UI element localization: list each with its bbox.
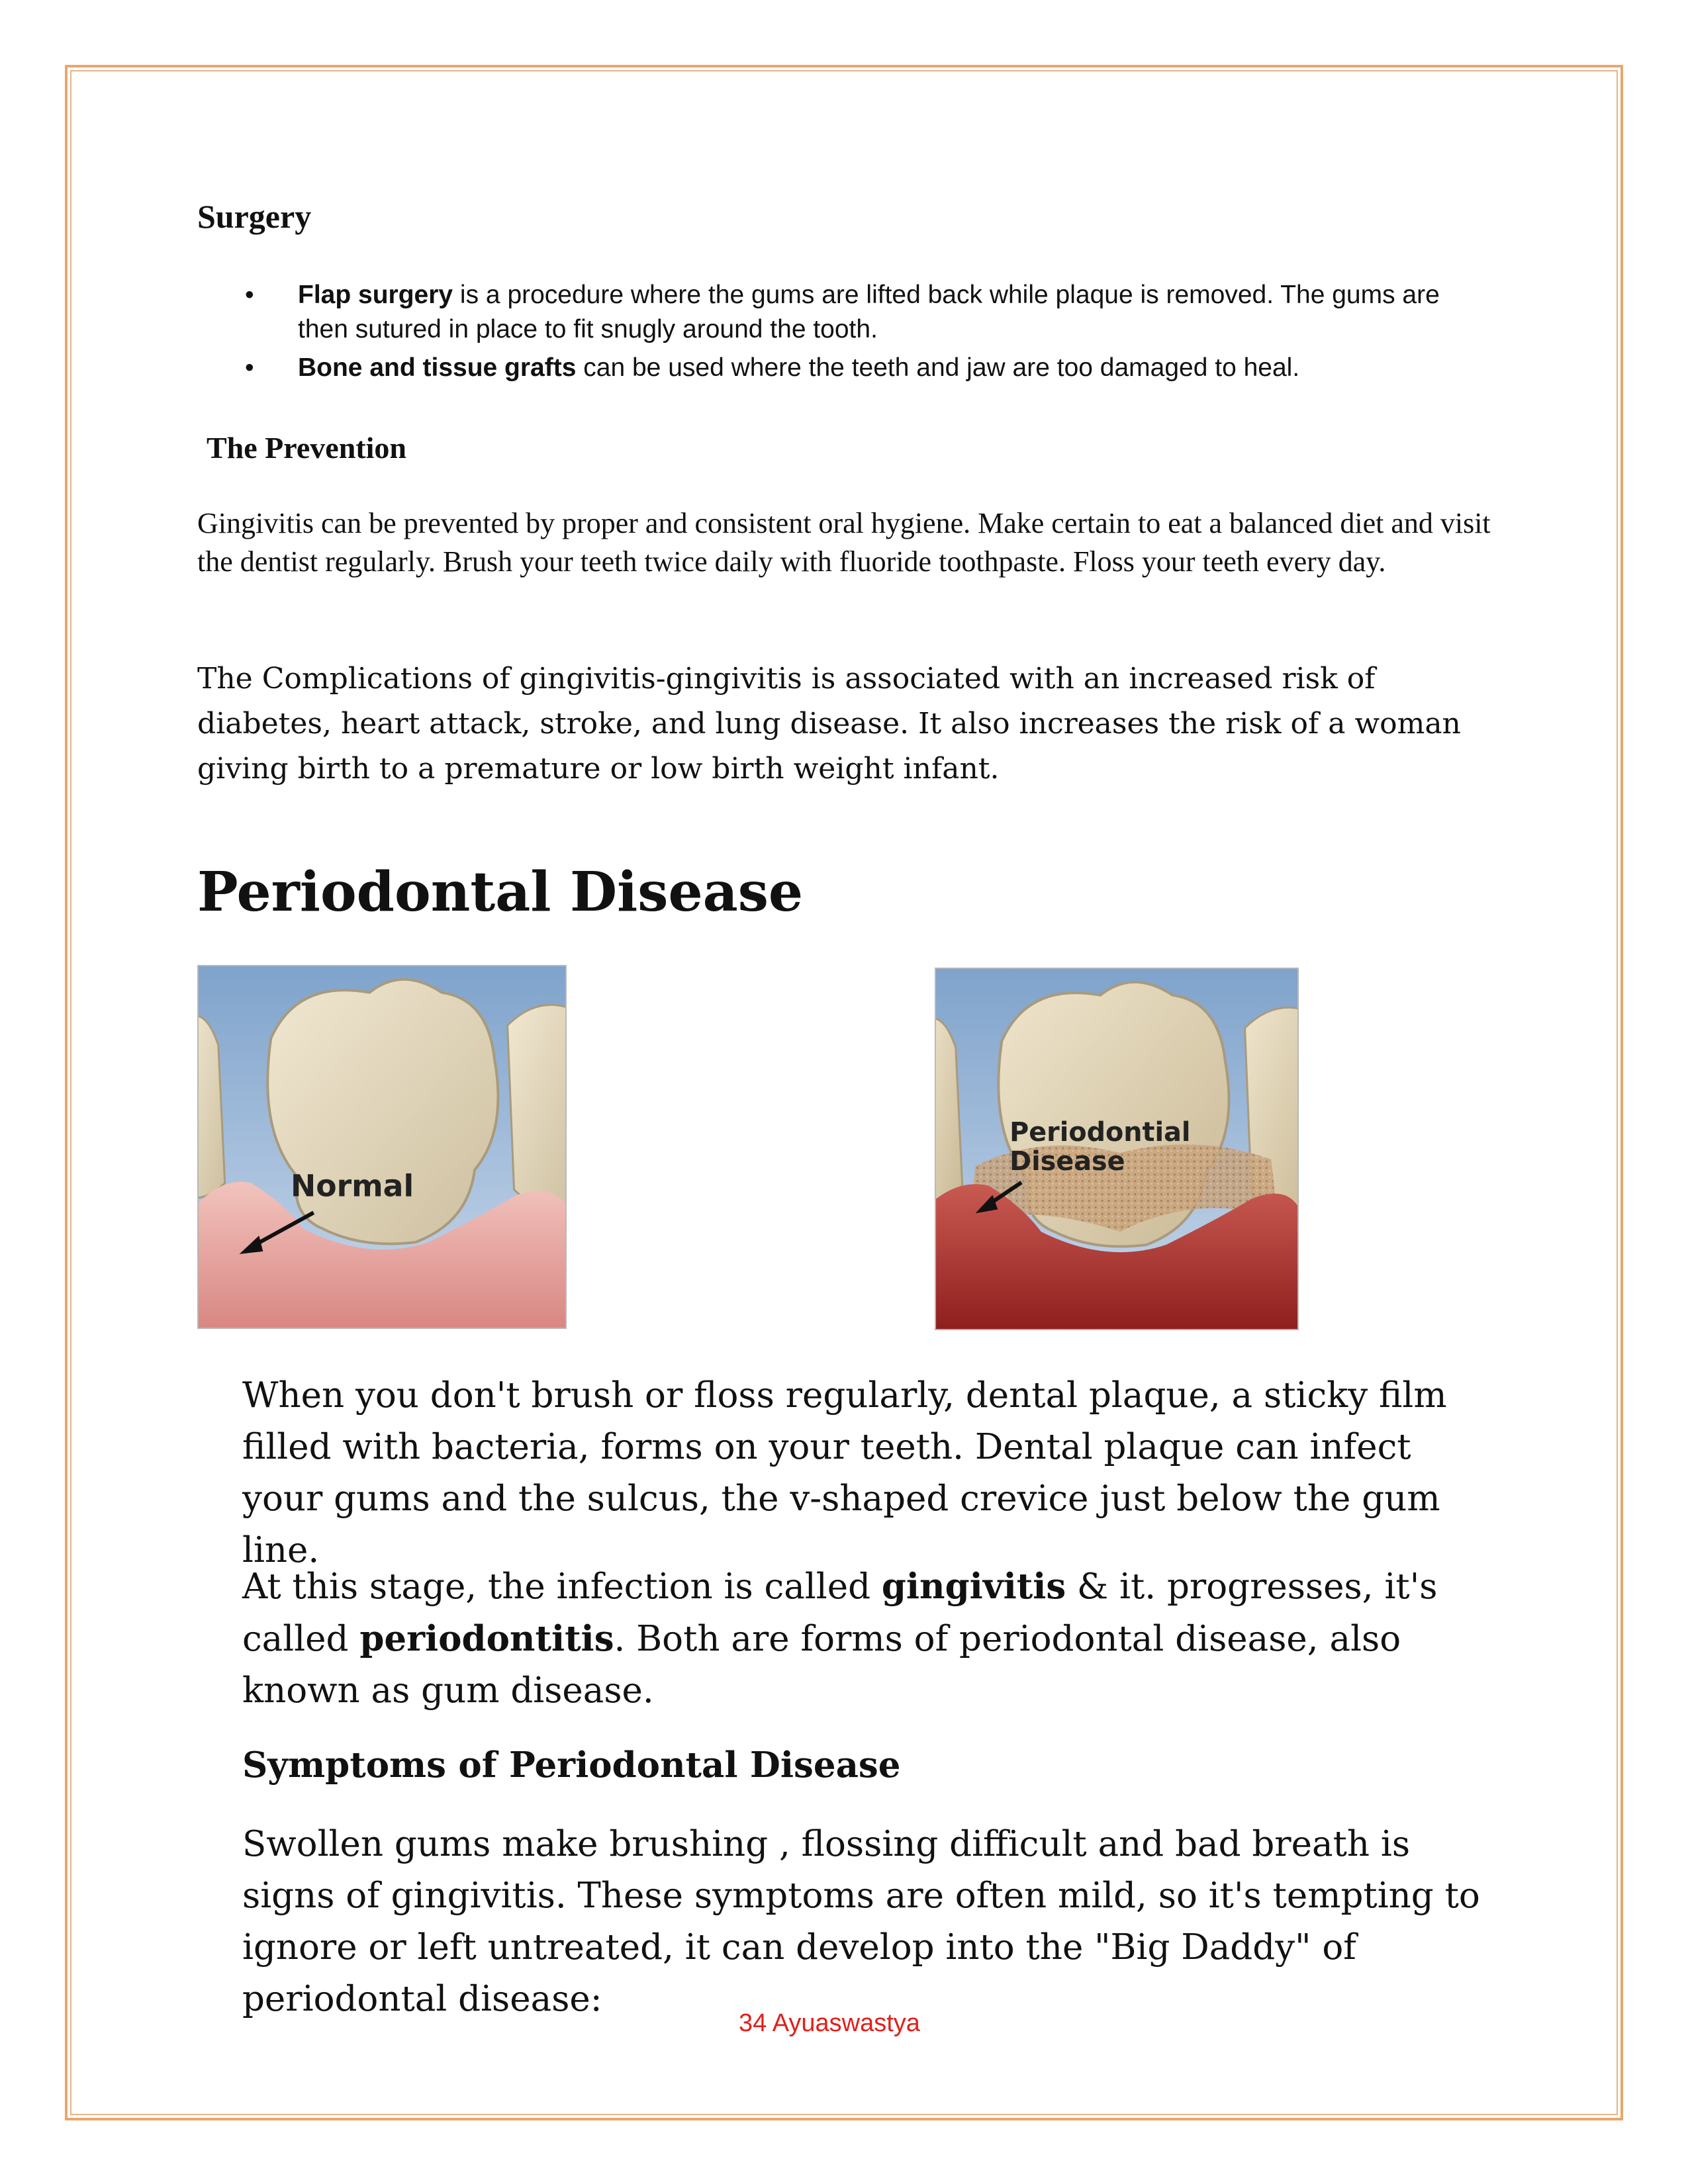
normal-label: Normal <box>290 1168 414 1204</box>
stage-text-3: . Both are forms of periodontal disease, also known as gum disease. <box>242 1619 1401 1711</box>
plaque-paragraph: When you don't brush or floss regularly, dental plaque, a sticky film filled with bacteria, forms on your teeth. Dental plaque can infect your gums and the sulcus, the v-shaped crevice just below the gum line. <box>242 1375 1447 1570</box>
periodontal-disease-image <box>935 968 1299 1330</box>
stage-paragraph <box>242 1561 1487 1717</box>
stage-text-2: & it. progresses, it's called <box>242 1567 1438 1659</box>
bullet-icon: • <box>245 281 254 309</box>
list-item <box>245 351 1496 385</box>
list-item-term: Bone and tissue grafts <box>298 353 577 382</box>
surgery-bullet-list <box>245 278 1496 389</box>
complications-paragraph: The Complications of gingivitis-gingivitis is associated with an increased risk of diabetes, heart attack, stroke, and lung disease. It also increases the risk of a woman giving birth to a premature or low birth weight infant. <box>197 662 1461 786</box>
symptoms-paragraph: Swollen gums make brushing , flossing difficult and bad breath is signs of gingivitis. These symptoms are often mild, so it's tempting to ignore or left untreated, it can develop into the "Big Daddy" of periodontal disease: <box>242 1824 1480 2019</box>
diseased-tooth-illustration <box>936 969 1297 1329</box>
list-item <box>245 278 1496 347</box>
list-item-text: is a procedure where the gums are lifted back while plaque is removed. The gums are then sutured in place to fit snugly around the tooth. <box>298 281 1440 343</box>
list-item-text: can be used where the teeth and jaw are too damaged to heal. <box>576 353 1300 382</box>
bullet-icon: • <box>245 353 254 382</box>
symptoms-heading: Symptoms of Periodontal Disease <box>242 1745 901 1786</box>
page-footer: 34 Ayuaswastya <box>739 2009 920 2037</box>
list-item-term: Flap surgery <box>298 281 453 309</box>
stage-text-1: At this stage, the infection is called <box>242 1567 882 1607</box>
periodontal-heading: Periodontal Disease <box>197 860 804 924</box>
normal-tooth-illustration <box>199 966 565 1328</box>
periodontitis-term: periodontitis <box>359 1618 614 1659</box>
surgery-heading: Surgery <box>197 198 312 235</box>
gingivitis-term: gingivitis <box>881 1566 1066 1607</box>
prevention-heading: The Prevention <box>207 431 406 465</box>
prevention-paragraph: Gingivitis can be prevented by proper and consistent oral hygiene. Make certain to eat a balanced diet and visit the dentist regularly. Brush your teeth twice daily with fluoride toothpaste. Floss your teeth every day. <box>197 507 1491 578</box>
disease-label-line2: Disease <box>1009 1146 1125 1177</box>
disease-label-line1: Periodontial <box>1009 1117 1191 1148</box>
normal-tooth-image <box>197 965 567 1329</box>
